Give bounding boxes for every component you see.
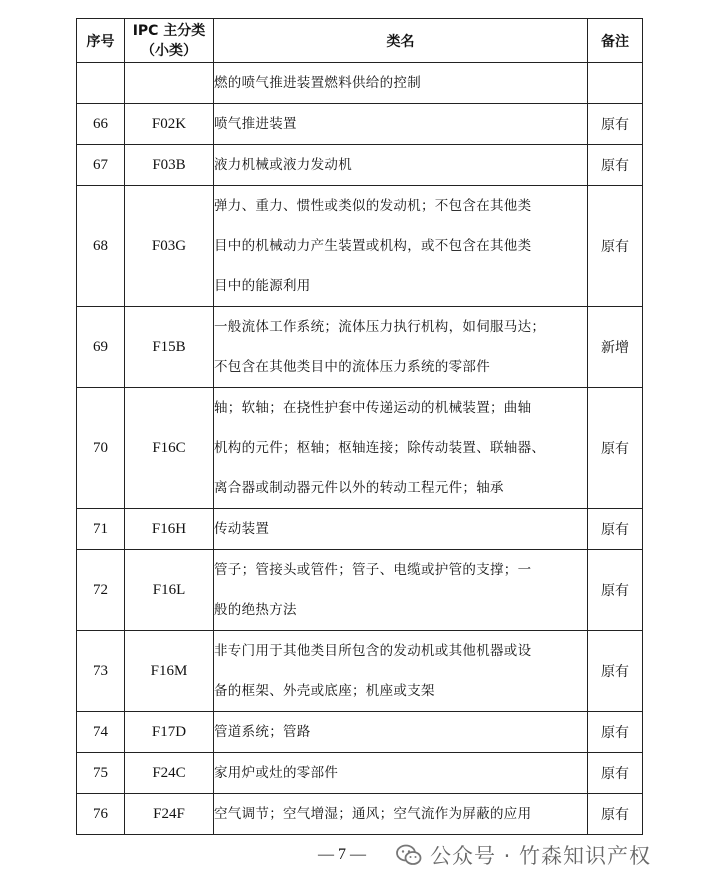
cell-name-line: 非专门用于其他类目所包含的发动机或其他机器或设 bbox=[214, 643, 532, 659]
cell-note: 原有 bbox=[588, 186, 643, 307]
cell-name-line: 目中的机械动力产生装置或机构，或不包含在其他类 bbox=[214, 238, 532, 254]
cell-name bbox=[214, 388, 588, 509]
header-note: 备注 bbox=[588, 19, 643, 63]
cell-name-line: 家用炉或灶的零部件 bbox=[214, 765, 339, 781]
cell-no: 66 bbox=[77, 104, 125, 145]
cell-name bbox=[214, 104, 588, 145]
cell-no bbox=[77, 63, 125, 104]
cell-code: F16H bbox=[125, 509, 214, 550]
cell-note: 新增 bbox=[588, 307, 643, 388]
cell-name-line: 备的框架、外壳或底座；机座或支架 bbox=[214, 683, 435, 699]
cell-name bbox=[214, 307, 588, 388]
cell-no: 68 bbox=[77, 186, 125, 307]
table-row bbox=[77, 712, 643, 753]
cell-note: 原有 bbox=[588, 753, 643, 794]
cell-name-line: 传动装置 bbox=[214, 521, 270, 537]
header-ipc-line1: IPC 主分类 bbox=[132, 22, 206, 39]
cell-code: F02K bbox=[125, 104, 214, 145]
header-no: 序号 bbox=[77, 19, 125, 63]
cell-note: 原有 bbox=[588, 104, 643, 145]
cell-no: 70 bbox=[77, 388, 125, 509]
cell-name bbox=[214, 794, 588, 835]
cell-no: 69 bbox=[77, 307, 125, 388]
cell-code: F24F bbox=[125, 794, 214, 835]
watermark bbox=[396, 840, 651, 870]
cell-code: F16C bbox=[125, 388, 214, 509]
cell-note: 原有 bbox=[588, 509, 643, 550]
cell-name-line: 燃的喷气推进装置燃料供给的控制 bbox=[214, 75, 421, 91]
cell-no: 71 bbox=[77, 509, 125, 550]
cell-name-line: 管子；管接头或管件；管子、电缆或护管的支撑；一 bbox=[214, 562, 532, 578]
cell-name-line: 喷气推进装置 bbox=[214, 116, 297, 132]
cell-no: 72 bbox=[77, 550, 125, 631]
cell-code: F03G bbox=[125, 186, 214, 307]
cell-name-line: 目中的能源利用 bbox=[214, 278, 311, 294]
cell-name bbox=[214, 63, 588, 104]
table-row bbox=[77, 509, 643, 550]
cell-code bbox=[125, 63, 214, 104]
header-ipc bbox=[125, 19, 214, 63]
cell-code: F24C bbox=[125, 753, 214, 794]
page-footer bbox=[0, 836, 708, 876]
cell-name-line: 不包含在其他类目中的流体压力系统的零部件 bbox=[214, 359, 490, 375]
cell-code: F03B bbox=[125, 145, 214, 186]
table-row bbox=[77, 307, 643, 388]
table-row bbox=[77, 145, 643, 186]
cell-name bbox=[214, 550, 588, 631]
cell-name-line: 空气调节；空气增湿；通风；空气流作为屏蔽的应用 bbox=[214, 806, 532, 822]
table-row bbox=[77, 550, 643, 631]
cell-name-line: 轴；软轴；在挠性护套中传递运动的机械装置；曲轴 bbox=[214, 400, 532, 416]
wechat-icon bbox=[396, 844, 422, 866]
cell-name bbox=[214, 712, 588, 753]
table-header-row bbox=[77, 19, 643, 63]
cell-note: 原有 bbox=[588, 631, 643, 712]
cell-name bbox=[214, 509, 588, 550]
table-row bbox=[77, 186, 643, 307]
cell-name-line: 机构的元件；枢轴；枢轴连接；除传动装置、联轴器、 bbox=[214, 440, 546, 456]
table-row bbox=[77, 104, 643, 145]
cell-name bbox=[214, 186, 588, 307]
cell-note: 原有 bbox=[588, 550, 643, 631]
cell-code: F16M bbox=[125, 631, 214, 712]
cell-note: 原有 bbox=[588, 794, 643, 835]
table-row-continuation bbox=[77, 63, 643, 104]
table-row bbox=[77, 753, 643, 794]
cell-no: 75 bbox=[77, 753, 125, 794]
ipc-table bbox=[76, 18, 643, 835]
cell-name bbox=[214, 631, 588, 712]
header-ipc-line2: （小类） bbox=[141, 42, 197, 59]
table-row bbox=[77, 388, 643, 509]
cell-name-line: 管道系统；管路 bbox=[214, 724, 311, 740]
cell-name bbox=[214, 753, 588, 794]
cell-no: 67 bbox=[77, 145, 125, 186]
watermark-text: 公众号 · 竹森知识产权 bbox=[430, 844, 652, 868]
cell-code: F16L bbox=[125, 550, 214, 631]
cell-name-line: 弹力、重力、惯性或类似的发动机；不包含在其他类 bbox=[214, 198, 532, 214]
cell-no: 73 bbox=[77, 631, 125, 712]
cell-no: 74 bbox=[77, 712, 125, 753]
cell-no: 76 bbox=[77, 794, 125, 835]
cell-code: F15B bbox=[125, 307, 214, 388]
cell-name-line: 一般流体工作系统；流体压力执行机构，如伺服马达； bbox=[214, 319, 546, 335]
page-number: — 7 — bbox=[318, 846, 366, 863]
cell-note: 原有 bbox=[588, 712, 643, 753]
cell-note bbox=[588, 63, 643, 104]
cell-note: 原有 bbox=[588, 145, 643, 186]
cell-note: 原有 bbox=[588, 388, 643, 509]
header-name: 类名 bbox=[214, 19, 588, 63]
table-row bbox=[77, 794, 643, 835]
cell-name-line: 般的绝热方法 bbox=[214, 602, 297, 618]
cell-name-line: 离合器或制动器元件以外的转动工程元件；轴承 bbox=[214, 480, 504, 496]
cell-name-line: 液力机械或液力发动机 bbox=[214, 157, 352, 173]
cell-name bbox=[214, 145, 588, 186]
cell-code: F17D bbox=[125, 712, 214, 753]
table-row bbox=[77, 631, 643, 712]
